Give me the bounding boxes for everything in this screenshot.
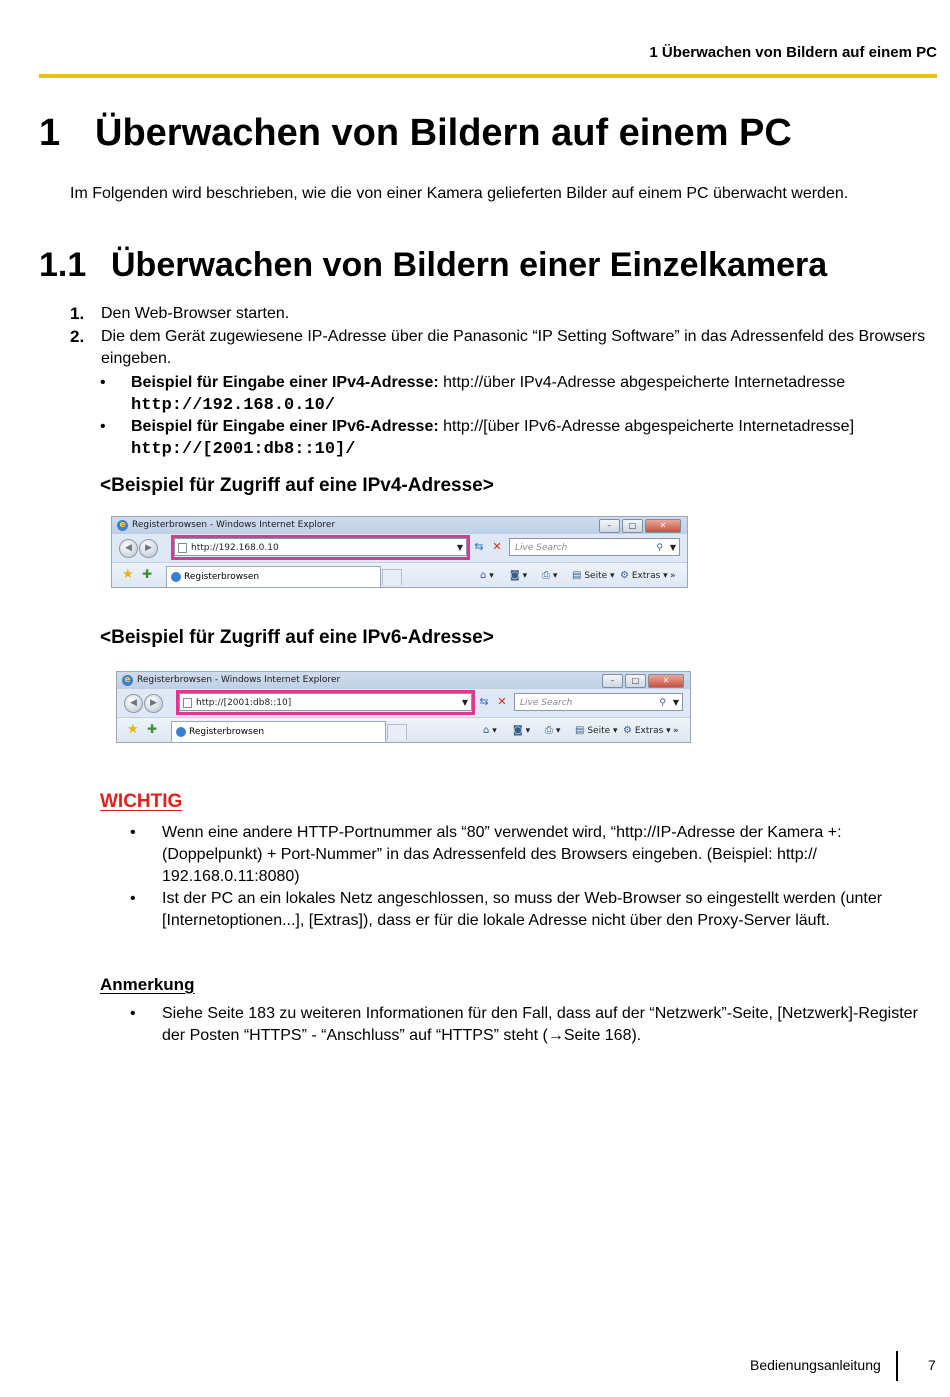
bullet: • (100, 374, 106, 391)
bullet: • (100, 418, 106, 435)
print-icon: ⎙ (545, 725, 553, 736)
address-highlight (176, 690, 475, 715)
feeds-icon: ◙ (510, 570, 520, 581)
header-rule (39, 74, 937, 78)
back-icon: ◀ (119, 539, 138, 558)
browser-tab (171, 721, 386, 742)
window-title: Registerbrowsen - Windows Internet Explorer (137, 675, 341, 685)
caption-ipv4: <Beispiel für Zugriff auf eine IPv4-Adresse> (100, 475, 494, 496)
example-ipv4 (100, 372, 940, 417)
dropdown-arrow-icon: ▼ (461, 698, 468, 707)
tab-label: Registerbrowsen (189, 727, 265, 737)
step-number: 1. (70, 304, 85, 323)
example-ipv6 (100, 416, 940, 461)
step-1 (70, 303, 940, 325)
tools-gear-icon: ⚙ (623, 725, 632, 736)
forward-icon: ▶ (139, 539, 158, 558)
note-heading: Anmerkung (100, 975, 195, 994)
chapter-title: Überwachen von Bildern auf einem PC (95, 112, 792, 154)
minimize-icon: – (602, 674, 623, 688)
step-text: Den Web-Browser starten. (101, 305, 290, 322)
ie-logo-icon: e (117, 520, 128, 531)
forward-icon: ▶ (144, 694, 163, 713)
chevron-right-icon: » (670, 571, 676, 581)
chapter-heading (39, 112, 792, 155)
refresh-icon: ⇆ (479, 695, 489, 708)
section-number: 1.1 (39, 246, 87, 284)
stop-icon: ✕ (497, 695, 507, 708)
address-highlight (171, 535, 470, 560)
maximize-icon: □ (622, 519, 643, 533)
step-2 (70, 326, 940, 370)
chevron-right-icon: » (673, 726, 679, 736)
important-item (100, 822, 940, 888)
window-title: Registerbrowsen - Windows Internet Explorer (132, 520, 336, 530)
footer-document-name: Bedienungsanleitung (750, 1357, 881, 1373)
page-menu-label: Seite (587, 726, 611, 736)
browser-tab (166, 566, 381, 587)
back-icon: ◀ (124, 694, 143, 713)
important-item (100, 888, 940, 932)
new-tab-icon (387, 724, 407, 740)
example-text: http://über IPv4-Adresse abgespeicherte Internetadresse (438, 374, 846, 391)
ie-logo-icon: e (122, 675, 133, 686)
tab-ie-icon (176, 727, 186, 737)
bullet: • (130, 824, 136, 841)
add-favorites-icon: ✚ (142, 567, 153, 581)
chapter-number: 1 (39, 112, 61, 154)
search-dropdown-icon: ▼ (672, 698, 679, 707)
important-item-text: Ist der PC an ein lokales Netz angeschlossen, so muss der Web-Browser so eingestellt werden (unter [Internetoptionen...], [Extras]), dass er für die lokale Adresse nicht über den Proxy-Server läuft. (162, 890, 883, 929)
page-menu-icon: ▤ (575, 725, 585, 736)
bullet: • (130, 1005, 136, 1022)
tab-ie-icon (171, 572, 181, 582)
tools-menu-label: Extras (634, 726, 664, 736)
minimize-icon: – (599, 519, 620, 533)
example-code: http://192.168.0.10/ (131, 396, 336, 415)
feeds-icon: ◙ (513, 725, 523, 736)
step-number: 2. (70, 327, 85, 346)
search-icon: ⚲ (656, 543, 663, 553)
tab-label: Registerbrowsen (184, 572, 260, 582)
dropdown-arrow-icon: ▼ (456, 543, 463, 552)
search-box (514, 693, 683, 711)
tools-menu-label: Extras (631, 571, 661, 581)
window-titlebar (112, 517, 687, 534)
section-title: Überwachen von Bildern einer Einzelkamera (111, 246, 828, 284)
close-icon: ✕ (648, 674, 684, 688)
print-icon: ⎙ (542, 570, 550, 581)
section-heading (39, 246, 827, 285)
favorites-star-icon: ★ (127, 722, 139, 737)
tools-gear-icon: ⚙ (620, 570, 629, 581)
intro-paragraph: Im Folgenden wird beschrieben, wie die von einer Kamera gelieferten Bilder auf einem PC überwacht werden. (70, 185, 849, 202)
home-icon: ⌂ (480, 570, 487, 581)
browser-screenshot-ipv6: e Registerbrowsen - Windows Internet Explorer – □ ✕ ◀ ▶ http://[2001:db8::10] ▼ ⇆ ✕ Live Search ⚲ ▼ ★ ✚ Registerbrowsen ⌂ ▾ ◙ ▾ ⎙ ▾ ▤ Seite ▾ ⚙ Extras ▾ » (116, 671, 691, 743)
search-icon: ⚲ (659, 698, 666, 708)
bullet: • (130, 890, 136, 907)
stop-icon: ✕ (492, 540, 502, 553)
page-menu-label: Seite (584, 571, 608, 581)
caption-ipv6: <Beispiel für Zugriff auf eine IPv6-Adresse> (100, 627, 494, 648)
new-tab-icon (382, 569, 402, 585)
address-url: http://[2001:db8::10] (196, 698, 292, 708)
search-placeholder: Live Search (515, 543, 568, 553)
important-heading: WICHTIG (100, 791, 183, 812)
favorites-star-icon: ★ (122, 567, 134, 582)
example-label: Beispiel für Eingabe einer IPv6-Adresse: (131, 418, 439, 435)
search-box (509, 538, 680, 556)
page-number: 7 (928, 1357, 936, 1373)
example-text: http://[über IPv6-Adresse abgespeicherte Internetadresse] (438, 418, 855, 435)
running-head: 1 Überwachen von Bildern auf einem PC (649, 44, 937, 61)
browser-screenshot-ipv4: e Registerbrowsen - Windows Internet Explorer – □ ✕ ◀ ▶ http://192.168.0.10 ▼ ⇆ ✕ Live Search ⚲ ▼ ★ ✚ Registerbrowsen ⌂ ▾ ◙ ▾ ⎙ ▾ ▤ Seite ▾ ⚙ Extras ▾ » (111, 516, 688, 588)
important-item-text: Wenn eine andere HTTP-Portnummer als “80” verwendet wird, “http://IP-Adresse der Kamera +: (Doppelpunkt) + Port-Nummer” in das Adressenfeld des Browsers eingeben. (Beispiel: http:// 192.168.0.11:8080) (162, 824, 842, 885)
note-item-text: Siehe Seite 183 zu weiteren Informationen für den Fall, dass auf der “Netzwerk”-Seite, [Netzwerk]-Register der Posten “HTTPS” - “Anschluss” auf “HTTPS” steht (→Seite 168). (162, 1005, 918, 1044)
example-label: Beispiel für Eingabe einer IPv4-Adresse: (131, 374, 439, 391)
add-favorites-icon: ✚ (147, 722, 158, 736)
search-placeholder: Live Search (520, 698, 573, 708)
note-item (100, 1003, 940, 1047)
address-url: http://192.168.0.10 (191, 543, 279, 553)
page-menu-icon: ▤ (572, 570, 582, 581)
window-titlebar (117, 672, 690, 689)
maximize-icon: □ (625, 674, 646, 688)
home-icon: ⌂ (483, 725, 490, 736)
step-text: Die dem Gerät zugewiesene IP-Adresse über die Panasonic “IP Setting Software” in das Adressenfeld des Browsers eingeben. (101, 328, 926, 367)
example-code: http://[2001:db8::10]/ (131, 440, 356, 459)
search-dropdown-icon: ▼ (669, 543, 676, 552)
close-icon: ✕ (645, 519, 681, 533)
refresh-icon: ⇆ (474, 540, 484, 553)
footer-divider (896, 1351, 898, 1381)
